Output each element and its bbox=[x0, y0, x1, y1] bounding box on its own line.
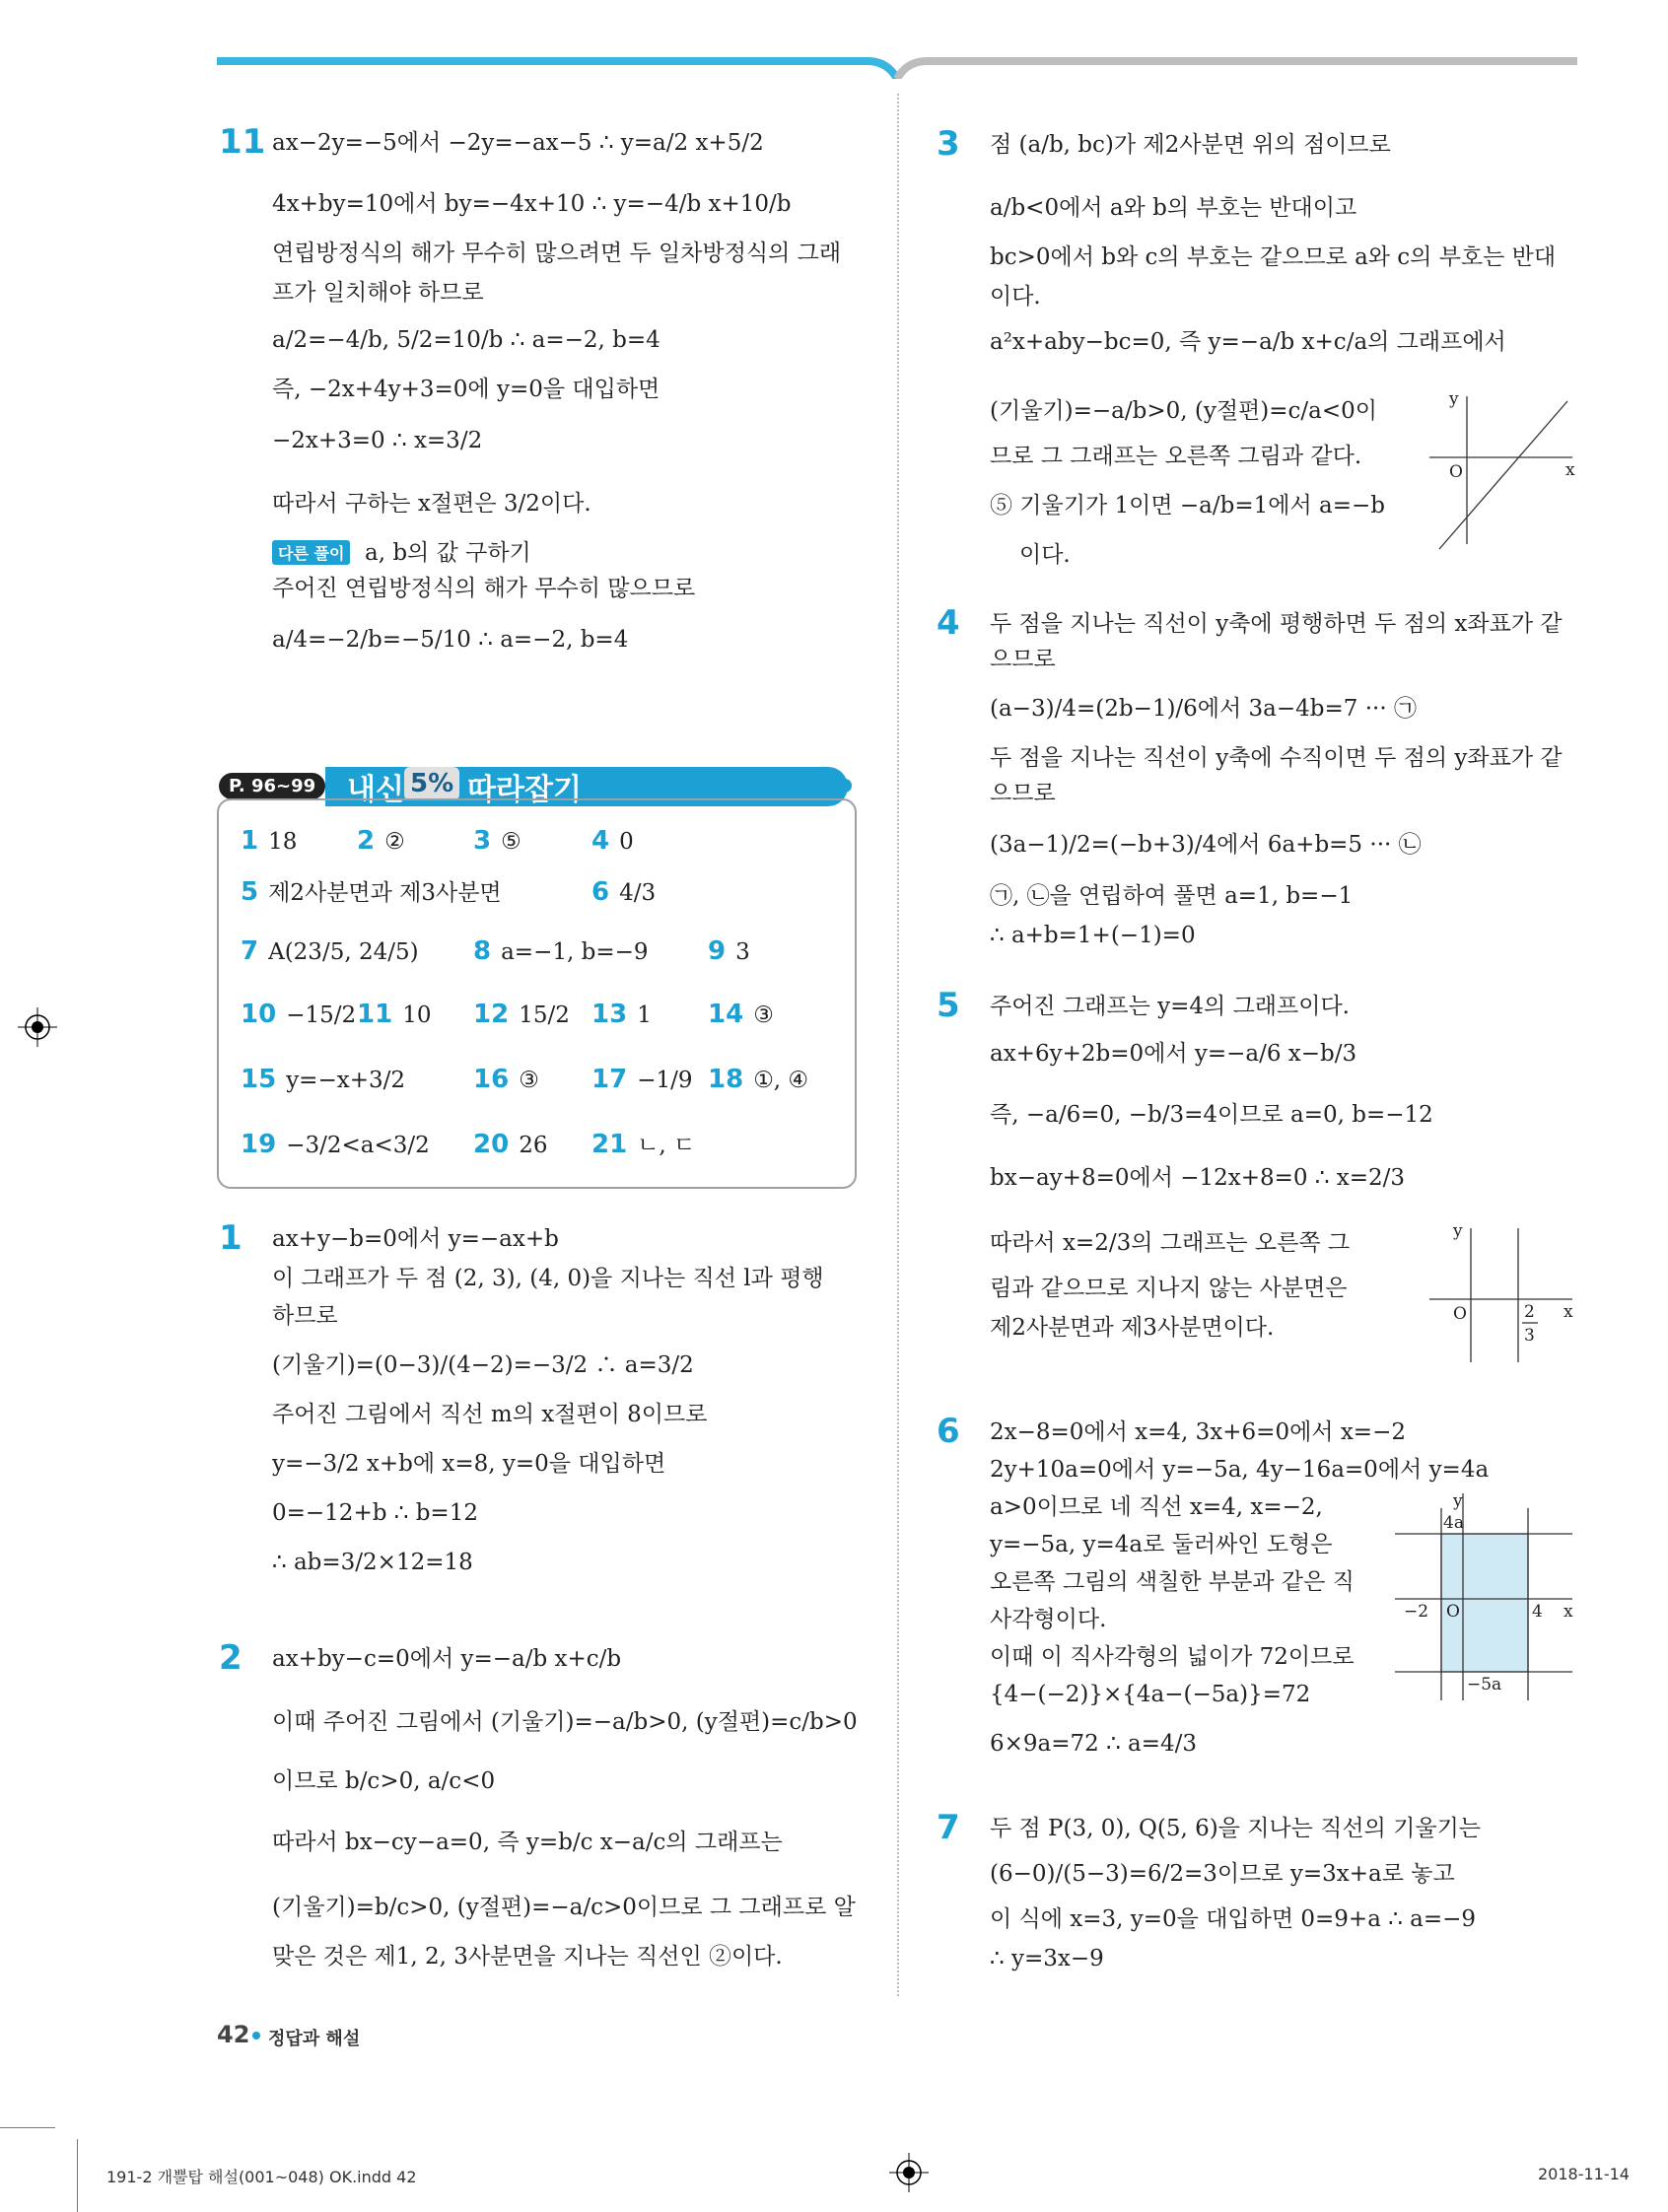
crop-line bbox=[77, 2139, 78, 2212]
solution-line: ax+y−b=0에서 y=−ax+b bbox=[272, 1226, 559, 1252]
solution-line: (기울기)=−a/b>0, (y절편)=c/a<0이 bbox=[990, 398, 1377, 424]
solution-line: 이때 주어진 그림에서 (기울기)=−a/b>0, (y절편)=c/b>0 bbox=[272, 1709, 858, 1735]
answer-item: 4 0 bbox=[591, 826, 634, 856]
origin-label: O bbox=[1446, 1602, 1460, 1622]
solution-line: 2x−8=0에서 x=4, 3x+6=0에서 x=−2 bbox=[990, 1419, 1406, 1445]
solution-line: ax+by−c=0에서 y=−a/b x+c/b bbox=[272, 1646, 622, 1672]
registration-mark-icon bbox=[18, 1007, 57, 1047]
indd-file: 191-2 개뿔탑 해설(001~048) OK.indd 42 bbox=[106, 2168, 417, 2186]
frac-num: 2 bbox=[1524, 1302, 1535, 1322]
solution-line: ⑤ 기울기가 1이면 −a/b=1에서 a=−b bbox=[990, 493, 1385, 518]
banner-badge: 5% bbox=[404, 767, 459, 800]
solution-line: ax+6y+2b=0에서 y=−a/6 x−b/3 bbox=[990, 1041, 1357, 1067]
answer-item: 16 ③ bbox=[473, 1065, 539, 1094]
graph-5 bbox=[1420, 1218, 1577, 1366]
solution-line: 하므로 bbox=[272, 1303, 338, 1329]
solution-line: 두 점을 지나는 직선이 y축에 수직이면 두 점의 y좌표가 같 bbox=[990, 745, 1563, 771]
answer-item: 5 제2사분면과 제3사분면 bbox=[241, 877, 502, 907]
solution-line: 0=−12+b ∴ b=12 bbox=[272, 1500, 478, 1526]
banner-end-dot bbox=[838, 779, 852, 793]
label-4: 4 bbox=[1532, 1602, 1543, 1622]
solution-line: 즉, −a/6=0, −b/3=4이므로 a=0, b=−12 bbox=[990, 1102, 1433, 1128]
banner-title: 내신 bbox=[347, 773, 404, 807]
solution-line: y=−3/2 x+b에 x=8, y=0을 대입하면 bbox=[272, 1451, 666, 1477]
solution-line: 오른쪽 그림의 색칠한 부분과 같은 직 bbox=[990, 1569, 1355, 1595]
solution-line: 6×9a=72 ∴ a=4/3 bbox=[990, 1731, 1198, 1757]
solution-line: a/2=−4/b, 5/2=10/b ∴ a=−2, b=4 bbox=[272, 327, 660, 353]
answer-item: 2 ② bbox=[357, 826, 405, 856]
alt-solution-title: a, b의 값 구하기 bbox=[365, 540, 531, 566]
solution-line: −2x+3=0 ∴ x=3/2 bbox=[272, 428, 483, 453]
print-date: 2018-11-14 bbox=[1538, 2165, 1630, 2183]
axis-label-x: x bbox=[1564, 1302, 1573, 1322]
solution-line: ∴ a+b=1+(−1)=0 bbox=[990, 923, 1196, 948]
crop-line bbox=[0, 2127, 55, 2128]
solution-line: 연립방정식의 해가 무수히 많으려면 두 일차방정식의 그래 bbox=[272, 241, 842, 266]
solution-line: ∴ y=3x−9 bbox=[990, 1946, 1104, 1971]
problem-number: 3 bbox=[937, 124, 960, 164]
solution-line: 이때 이 직사각형의 넓이가 72이므로 bbox=[990, 1644, 1355, 1670]
solution-line: 2y+10a=0에서 y=−5a, 4y−16a=0에서 y=4a bbox=[990, 1457, 1490, 1483]
answer-item: 14 ③ bbox=[708, 1000, 774, 1029]
solution-line: bc>0에서 b와 c의 부호는 같으므로 a와 c의 부호는 반대 bbox=[990, 244, 1557, 270]
answer-item: 10 −15/2 bbox=[241, 1000, 357, 1029]
banner-page: P. 96~99 bbox=[219, 773, 325, 799]
answer-item: 15 y=−x+3/2 bbox=[241, 1065, 405, 1094]
solution-line: 제2사분면과 제3사분면이다. bbox=[990, 1315, 1275, 1341]
page-number: 42 bbox=[217, 2021, 250, 2048]
solution-line: 이므로 b/c>0, a/c<0 bbox=[272, 1768, 496, 1794]
answer-item: 1 18 bbox=[241, 826, 298, 856]
problem-number: 1 bbox=[219, 1218, 243, 1258]
registration-mark-icon bbox=[889, 2153, 929, 2192]
solution-line: 프가 일치해야 하므로 bbox=[272, 280, 484, 306]
answer-item: 19 −3/2<a<3/2 bbox=[241, 1130, 430, 1159]
solution-line: ㉠, ㉡을 연립하여 풀면 a=1, b=−1 bbox=[990, 883, 1354, 909]
solution-line: 이다. bbox=[1019, 542, 1071, 568]
solution-line: (기울기)=(0−3)/(4−2)=−3/2 ∴ a=3/2 bbox=[272, 1352, 694, 1378]
solution-line: ax−2y=−5에서 −2y=−ax−5 ∴ y=a/2 x+5/2 bbox=[272, 130, 764, 156]
axis-label-x: x bbox=[1565, 460, 1575, 480]
solution-line: {4−(−2)}×{4a−(−5a)}=72 bbox=[990, 1682, 1311, 1707]
problem-number: 5 bbox=[937, 986, 960, 1025]
axis-label-y: y bbox=[1453, 1491, 1463, 1511]
axis-label-x: x bbox=[1564, 1602, 1573, 1622]
solution-line: 으므로 bbox=[990, 647, 1056, 672]
origin-label: O bbox=[1449, 462, 1463, 482]
solution-line: 따라서 bx−cy−a=0, 즉 y=b/c x−a/c의 그래프는 bbox=[272, 1830, 783, 1855]
answer-item: 8 a=−1, b=−9 bbox=[473, 936, 649, 966]
problem-number: 7 bbox=[937, 1808, 960, 1847]
solution-line: 이 식에 x=3, y=0을 대입하면 0=9+a ∴ a=−9 bbox=[990, 1906, 1477, 1932]
solution-line: 점 (a/b, bc)가 제2사분면 위의 점이므로 bbox=[990, 132, 1391, 158]
axis-label-y: y bbox=[1453, 1221, 1463, 1241]
problem-number: 11 bbox=[219, 122, 266, 162]
answer-item: 18 ①, ④ bbox=[708, 1065, 809, 1094]
problem-number: 2 bbox=[219, 1638, 243, 1678]
solution-line: (3a−1)/2=(−b+3)/4에서 6a+b=5 ··· ㉡ bbox=[990, 832, 1422, 858]
problem-number: 6 bbox=[937, 1412, 960, 1451]
answer-item: 13 1 bbox=[591, 1000, 652, 1029]
page-footer-label: 정답과 해설 bbox=[268, 2029, 361, 2049]
solution-line: 주어진 그림에서 직선 m의 x절편이 8이므로 bbox=[272, 1402, 708, 1427]
solution-line: (6−0)/(5−3)=6/2=3이므로 y=3x+a로 놓고 bbox=[990, 1861, 1455, 1887]
label-minus2: −2 bbox=[1404, 1602, 1429, 1622]
solution-line: 두 점을 지나는 직선이 y축에 평행하면 두 점의 x좌표가 같 bbox=[990, 611, 1563, 637]
answer-item: 9 3 bbox=[708, 936, 750, 966]
graph-3 bbox=[1420, 386, 1577, 554]
alt-solution-tag: 다른 풀이 bbox=[272, 540, 350, 565]
solution-line: (a−3)/4=(2b−1)/6에서 3a−4b=7 ··· ㉠ bbox=[990, 696, 1417, 722]
answer-item: 11 10 bbox=[357, 1000, 432, 1029]
solution-line: 므로 그 그래프는 오른쪽 그림과 같다. bbox=[990, 444, 1362, 469]
solution-line: 맞은 것은 제1, 2, 3사분면을 지나는 직선인 ②이다. bbox=[272, 1944, 783, 1970]
solution-line: 따라서 구하는 x절편은 3/2이다. bbox=[272, 491, 591, 517]
solution-line: 이다. bbox=[990, 284, 1041, 310]
solution-line: a/b<0에서 a와 b의 부호는 반대이고 bbox=[990, 195, 1357, 221]
solution-line: a>0이므로 네 직선 x=4, x=−2, bbox=[990, 1494, 1323, 1520]
answer-item: 3 ⑤ bbox=[473, 826, 521, 856]
solution-line: 림과 같으므로 지나지 않는 사분면은 bbox=[990, 1276, 1348, 1301]
banner-title: 따라잡기 bbox=[467, 773, 582, 807]
answer-item: 21 ㄴ, ㄷ bbox=[591, 1130, 696, 1159]
graph-6 bbox=[1390, 1488, 1577, 1705]
problem-number: 4 bbox=[937, 603, 960, 643]
solution-line: 이 그래프가 두 점 (2, 3), (4, 0)을 지나는 직선 l과 평행 bbox=[272, 1266, 824, 1291]
solution-line: ∴ ab=3/2×12=18 bbox=[272, 1550, 473, 1575]
answer-item: 6 4/3 bbox=[591, 877, 657, 907]
solution-line: 사각형이다. bbox=[990, 1607, 1107, 1632]
solution-line: 따라서 x=2/3의 그래프는 오른쪽 그 bbox=[990, 1230, 1351, 1256]
bullet-dot bbox=[252, 2032, 260, 2039]
answer-item: 12 15/2 bbox=[473, 1000, 570, 1029]
header-bar bbox=[0, 0, 1668, 79]
solution-line: a/4=−2/b=−5/10 ∴ a=−2, b=4 bbox=[272, 627, 629, 653]
solution-line: a²x+aby−bc=0, 즉 y=−a/b x+c/a의 그래프에서 bbox=[990, 329, 1506, 355]
frac-den: 3 bbox=[1524, 1326, 1535, 1346]
solution-line: 주어진 그래프는 y=4의 그래프이다. bbox=[990, 994, 1350, 1019]
solution-line: 4x+by=10에서 by=−4x+10 ∴ y=−4/b x+10/b bbox=[272, 191, 792, 217]
solution-line: 즉, −2x+4y+3=0에 y=0을 대입하면 bbox=[272, 377, 660, 402]
axis-label-y: y bbox=[1449, 389, 1459, 409]
answer-item: 7 A(23/5, 24/5) bbox=[241, 936, 419, 966]
solution-line: y=−5a, y=4a로 둘러싸인 도형은 bbox=[990, 1532, 1333, 1557]
answer-item: 20 26 bbox=[473, 1130, 548, 1159]
answer-item: 17 −1/9 bbox=[591, 1065, 693, 1094]
solution-line: (기울기)=b/c>0, (y절편)=−a/c>0이므로 그 그래프로 알 bbox=[272, 1895, 856, 1920]
solution-line: 주어진 연립방정식의 해가 무수히 많으므로 bbox=[272, 576, 696, 601]
origin-label: O bbox=[1453, 1304, 1467, 1324]
solution-line: 으므로 bbox=[990, 781, 1056, 806]
solution-line: bx−ay+8=0에서 −12x+8=0 ∴ x=2/3 bbox=[990, 1165, 1406, 1191]
label-minus5a: −5a bbox=[1467, 1675, 1502, 1694]
column-divider bbox=[897, 94, 900, 1996]
solution-line: 두 점 P(3, 0), Q(5, 6)을 지나는 직선의 기울기는 bbox=[990, 1816, 1482, 1841]
label-4a: 4a bbox=[1443, 1513, 1464, 1533]
